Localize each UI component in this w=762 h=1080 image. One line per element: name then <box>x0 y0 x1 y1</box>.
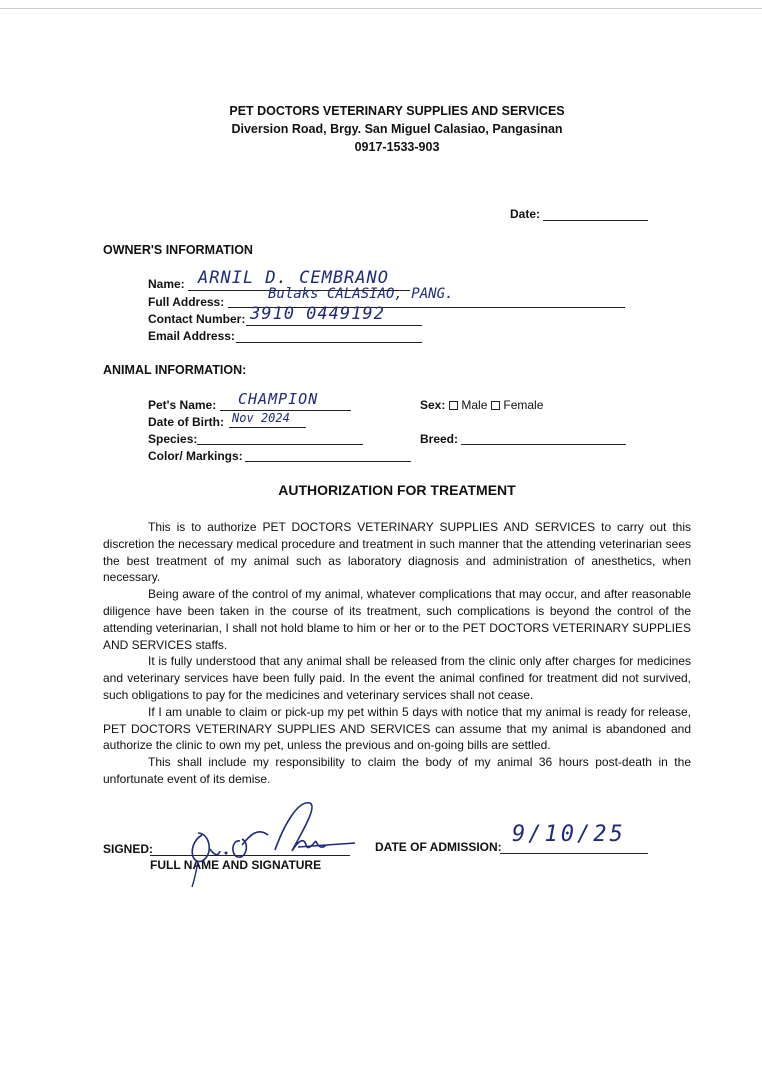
full-name-signature-label: FULL NAME AND SIGNATURE <box>150 858 322 872</box>
date-of-admission-field[interactable] <box>500 853 648 854</box>
contact-number-label: Contact Number: <box>148 312 246 326</box>
company-name: PET DOCTORS VETERINARY SUPPLIES AND SERVICES <box>229 104 565 118</box>
paragraph: This shall include my responsibility to claim the body of my animal 36 hours post-death in the unfortunate event of its demise. <box>103 755 691 786</box>
date-of-admission-handwritten: 9/10/25 <box>512 822 626 847</box>
dob-field[interactable] <box>229 427 306 428</box>
email-address-label: Email Address: <box>148 329 235 343</box>
date-field[interactable] <box>543 220 648 221</box>
contact-number-handwritten: 3910 0449192 <box>250 304 385 324</box>
species-label: Species: <box>148 432 198 446</box>
female-label: Female <box>503 398 544 412</box>
letterhead <box>0 102 762 156</box>
owner-section-heading: OWNER'S INFORMATION <box>103 243 253 257</box>
company-phone: 0917-1533-903 <box>354 140 440 154</box>
date-label: Date: <box>510 207 541 221</box>
pet-name-label: Pet's Name: <box>148 398 217 412</box>
full-address-handwritten: Bulaks CALASIAO, PANG. <box>268 286 454 302</box>
paragraph: It is fully understood that any animal shall be released from the clinic only after charges for medicines and veterinary services have been fully paid. In the event the animal confined for treatment did not survived, such obligations to pay for the medicines and veterinary services shall not cease. <box>103 654 691 702</box>
signed-label: SIGNED: <box>103 842 154 856</box>
paragraph: Being aware of the control of my animal, whatever complications that may occur, and after reasonable diligence have been taken in the course of its treatment, such complications is beyond the control of the attending veterinarian, I shall not hold blame to him or her or to the PET DOCTORS VETERINARY SUPPLIES AND SERVICES staffs. <box>103 587 691 652</box>
full-address-label: Full Address: <box>148 295 225 309</box>
pet-name-handwritten: CHAMPION <box>238 390 319 408</box>
species-field[interactable] <box>197 444 363 445</box>
dob-handwritten: Nov 2024 <box>232 411 290 425</box>
paragraph: If I am unable to claim or pick-up my pet within 5 days with notice that my animal is ready for release, PET DOCTORS VETERINARY SUPPLIES AND SERVICES can assume that my animal is abandoned and authorize the clinic to own my pet, unless the previous and on-going bills are settled. <box>103 704 691 753</box>
owner-name-handwritten: ARNIL D. CEMBRANO <box>198 268 389 288</box>
contact-number-field[interactable] <box>246 325 422 326</box>
authorization-title: AUTHORIZATION FOR TREATMENT <box>278 482 516 498</box>
male-checkbox[interactable] <box>449 401 458 410</box>
female-checkbox[interactable] <box>491 401 500 410</box>
color-markings-label: Color/ Markings: <box>148 449 243 463</box>
animal-section-heading: ANIMAL INFORMATION: <box>103 363 247 377</box>
sex-label: Sex: <box>420 398 446 412</box>
handwritten-signature <box>180 795 360 890</box>
sex-row <box>420 398 543 412</box>
dob-label: Date of Birth: <box>148 415 224 429</box>
date-of-admission-label: DATE OF ADMISSION: <box>375 840 502 854</box>
breed-label: Breed: <box>420 432 459 446</box>
email-address-field[interactable] <box>236 342 422 343</box>
paragraph: This is to authorize PET DOCTORS VETERINARY SUPPLIES AND SERVICES to carry out this discretion the necessary medical procedure and treatment in such manner that the attending veterinarian sees the best treatment of my animal such as laboratory diagnosis and administration of anesthetics, when necessary. <box>103 520 691 585</box>
male-label: Male <box>461 398 488 412</box>
color-markings-field[interactable] <box>245 461 411 462</box>
breed-field[interactable] <box>461 444 626 445</box>
owner-name-label: Name: <box>148 277 185 291</box>
scan-edge-line <box>0 8 762 9</box>
authorization-body <box>103 519 691 788</box>
company-address: Diversion Road, Brgy. San Miguel Calasiao, Pangasinan <box>231 122 563 136</box>
